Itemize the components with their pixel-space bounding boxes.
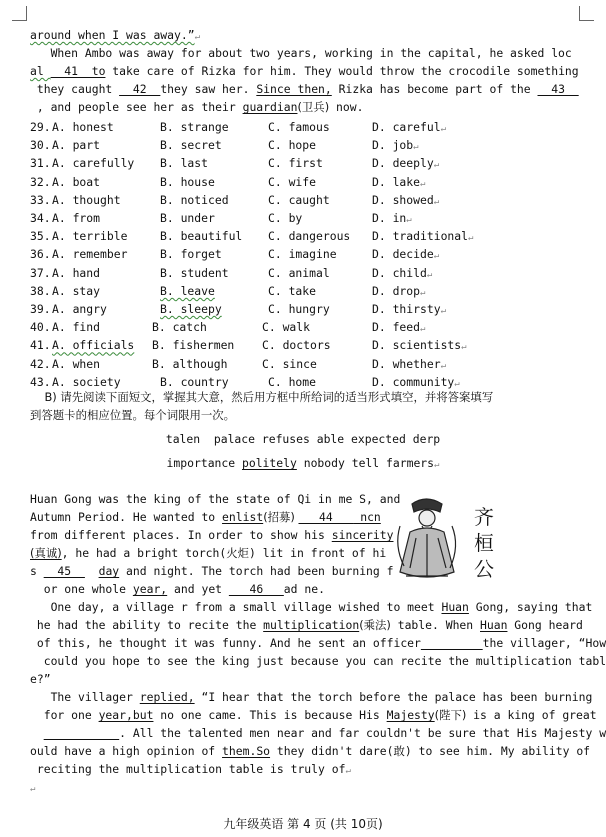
- paragraph-mark: ↵: [433, 251, 440, 262]
- question-37-number: 37.: [30, 265, 51, 280]
- passage-a-line-4: they caught __42__they saw her. Since then, Rizka has become part of the __43__: [30, 82, 579, 96]
- question-31-option-a: A. carefully: [52, 156, 135, 171]
- question-43-option-d: D. community↵: [372, 374, 460, 389]
- paragraph-mark: ↵: [454, 378, 460, 389]
- passage-b-line-4: (真诚), he had a bright torch(火炬) lit in front of hi: [30, 546, 387, 560]
- question-32-option-c: C. wife: [268, 174, 317, 189]
- paragraph-mark: ↵: [433, 160, 440, 171]
- question-34-option-b: B. under: [160, 211, 215, 225]
- question-42-option-d: D. whether↵: [372, 356, 446, 371]
- paragraph-mark: ↵: [468, 233, 474, 244]
- passage-a-line-2: When Ambo was away for about two years, working in the capital, he asked loc: [30, 46, 572, 60]
- question-35-option-d: D. traditional↵: [372, 229, 474, 244]
- question-31-option-b: B. last: [160, 156, 209, 171]
- paragraph-mark: ↵: [440, 360, 446, 371]
- passage-a-line-1: around when I was away.”↵: [30, 28, 201, 42]
- question-33-option-b: B. noticed: [160, 192, 229, 207]
- question-38-option-a: A. stay: [52, 283, 101, 298]
- word-bank-row-1: talen palace refuses able expected derp: [165, 432, 441, 446]
- question-40-option-d: D. feed↵: [372, 320, 426, 335]
- question-33-option-c: C. caught: [268, 192, 330, 207]
- question-31-option-c: C. first: [268, 156, 323, 171]
- paragraph-mark: ↵: [440, 306, 446, 316]
- question-43-option-a: A. society: [52, 374, 121, 389]
- question-30-option-a: A. part: [52, 138, 101, 153]
- passage-b-line-10: could you hope to see the king just because you can recite the multiplication tabl: [30, 654, 606, 668]
- question-36-option-c: C. imagine: [268, 247, 337, 262]
- question-36-option-b: B. forget: [160, 247, 222, 262]
- question-36-option-a: A. remember: [52, 247, 128, 262]
- question-35-option-c: C. dangerous: [268, 229, 351, 244]
- image-caption-char-1: 齐: [474, 505, 494, 529]
- question-38-option-b: B. leave: [160, 283, 215, 298]
- question-36-option-d: D. decide↵: [372, 247, 440, 262]
- question-43-option-c: C. home: [268, 374, 317, 389]
- question-30-option-d: D. job↵: [372, 138, 419, 153]
- question-29-option-d: D. careful↵: [372, 120, 446, 134]
- question-34-option-d: D. in↵: [372, 211, 412, 225]
- question-33-option-a: A. thought: [52, 192, 121, 207]
- paragraph-mark: ↵: [406, 215, 412, 225]
- question-42-option-b: B. although: [152, 356, 228, 371]
- passage-b-line-6: or one whole year, and yet ___46___ad ne.: [30, 582, 325, 596]
- question-32-number: 32.: [30, 174, 51, 189]
- passage-b-line-16: reciting the multiplication table is truly of↵: [30, 762, 351, 776]
- question-37-option-d: D. child↵: [372, 265, 433, 280]
- paragraph-mark-line: ↵: [30, 784, 36, 794]
- question-37-option-b: B. student: [160, 265, 229, 280]
- paragraph-mark: ↵: [440, 124, 446, 134]
- question-42-number: 42.: [30, 356, 51, 371]
- passage-b-line-8: he had the ability to recite the multiplication(乘法) table. When Huan Gong heard: [30, 618, 583, 632]
- paragraph-mark: ↵: [420, 178, 426, 189]
- blank-42: __42__: [119, 82, 161, 96]
- passage-a-line-3: al __41__to take care of Rizka for him. They would throw the crocodile something: [30, 64, 579, 78]
- question-31-number: 31.: [30, 156, 51, 171]
- question-42-option-a: A. when: [52, 356, 101, 371]
- blank-47: _________: [420, 636, 483, 650]
- question-40-option-b: B. catch: [152, 320, 207, 335]
- blank-48: ___________: [43, 726, 120, 740]
- passage-b-line-11: e?”: [30, 672, 51, 686]
- passage-b-line-5: s __45__ day and night. The torch had been burning f: [30, 564, 394, 578]
- passage-b-line-1: Huan Gong was the king of the state of Qi in me S, and: [30, 492, 401, 506]
- question-41-option-a: A. officials: [52, 338, 135, 353]
- question-29-option-a: A. honest: [52, 120, 114, 134]
- paragraph-mark: ↵: [413, 142, 419, 153]
- crop-mark-top-left: [12, 6, 27, 21]
- question-34-option-a: A. from: [52, 211, 101, 225]
- question-35-option-b: B. beautiful: [160, 229, 243, 244]
- question-42-option-c: C. since: [262, 356, 317, 371]
- question-35-number: 35.: [30, 229, 51, 244]
- question-30-option-b: B. secret: [160, 138, 222, 153]
- question-30-number: 30.: [30, 138, 51, 153]
- question-32-option-d: D. lake↵: [372, 174, 426, 189]
- paragraph-mark: ↵: [461, 342, 467, 353]
- blank-45: __45__: [43, 564, 85, 578]
- image-caption-char-3: 公: [474, 557, 494, 581]
- question-43-option-b: B. country: [160, 374, 229, 389]
- blank-44: ___44___: [298, 510, 354, 524]
- question-40-option-c: C. walk: [262, 320, 311, 335]
- question-34-option-c: C. by: [268, 211, 303, 225]
- paragraph-mark: ↵: [433, 196, 440, 207]
- question-34-number: 34.: [30, 211, 51, 225]
- question-33-number: 33.: [30, 192, 51, 207]
- passage-b-line-2: Autumn Period. He wanted to enlist(招募) ___44___ ncn: [30, 510, 381, 524]
- paragraph-mark: ↵: [420, 287, 426, 298]
- blank-46: ___46___: [228, 582, 284, 596]
- section-b-instruction-1: B) 请先阅读下面短文，掌握其大意，然后用方框中所给词的适当形式填空，并将答案填写: [30, 390, 494, 404]
- question-38-option-d: D. drop↵: [372, 283, 426, 298]
- question-39-number: 39.: [30, 302, 51, 316]
- huan-gong-portrait-image: [392, 486, 512, 588]
- passage-b-line-13: for one year,but no one came. This is because His Majesty(陛下) is a king of great: [30, 708, 597, 722]
- question-31-option-d: D. deeply↵: [372, 156, 440, 171]
- question-41-option-d: D. scientists↵: [372, 338, 467, 353]
- blank-43: __43__: [537, 82, 579, 96]
- passage-a-line-5: , and people see her as their guardian(卫兵) now.: [30, 100, 364, 114]
- question-29-option-c: C. famous: [268, 120, 330, 134]
- question-43-number: 43.: [30, 374, 51, 389]
- question-37-option-a: A. hand: [52, 265, 101, 280]
- question-37-option-c: C. animal: [268, 265, 330, 280]
- crop-mark-top-right: [579, 6, 594, 21]
- question-40-number: 40.: [30, 320, 51, 335]
- question-39-option-d: D. thirsty↵: [372, 302, 446, 316]
- blank-41: __41__to: [50, 64, 106, 78]
- question-35-option-a: A. terrible: [52, 229, 128, 244]
- passage-b-line-3: from different places. In order to show his sincerity: [30, 528, 394, 542]
- passage-b-line-9: of this, he thought it was funny. And he sent an officer_________the villager, “How: [30, 636, 606, 650]
- paragraph-mark: ↵: [420, 324, 426, 335]
- question-32-option-a: A. boat: [52, 174, 101, 189]
- section-b-instruction-2: 到答题卡的相应位置。每个词限用一次。: [30, 408, 236, 422]
- word-bank-row-2: importance politely nobody tell farmers↵: [166, 456, 440, 470]
- passage-b-line-14: ___________. All the talented men near and far couldn't be sure that His Majesty w: [43, 726, 606, 740]
- question-40-option-a: A. find: [52, 320, 101, 335]
- question-38-option-c: C. take: [268, 283, 317, 298]
- question-41-option-b: B. fishermen: [152, 338, 235, 353]
- question-33-option-d: D. showed↵: [372, 192, 440, 207]
- image-caption-char-2: 桓: [474, 531, 494, 555]
- question-29-option-b: B. strange: [160, 120, 229, 134]
- page-footer: 九年级英语 第 4 页 (共 10页): [223, 817, 383, 831]
- passage-b-line-12: The villager replied, “I hear that the torch before the palace has been burning: [30, 690, 593, 704]
- question-39-option-b: B. sleepy: [160, 302, 222, 316]
- question-36-number: 36.: [30, 247, 51, 262]
- question-32-option-b: B. house: [160, 174, 215, 189]
- question-29-number: 29.: [30, 120, 51, 134]
- question-41-number: 41.: [30, 338, 51, 353]
- question-39-option-a: A. angry: [52, 302, 107, 316]
- passage-b-line-15: ould have a high opinion of them.So they didn't dare(敢) to see him. My ability of: [30, 744, 591, 758]
- passage-b-line-7: One day, a village r from a small village wished to meet Huan Gong, saying that: [30, 600, 593, 614]
- paragraph-mark: ↵: [426, 269, 433, 280]
- question-30-option-c: C. hope: [268, 138, 317, 153]
- question-39-option-c: C. hungry: [268, 302, 330, 316]
- question-38-number: 38.: [30, 283, 51, 298]
- question-41-option-c: C. doctors: [262, 338, 331, 353]
